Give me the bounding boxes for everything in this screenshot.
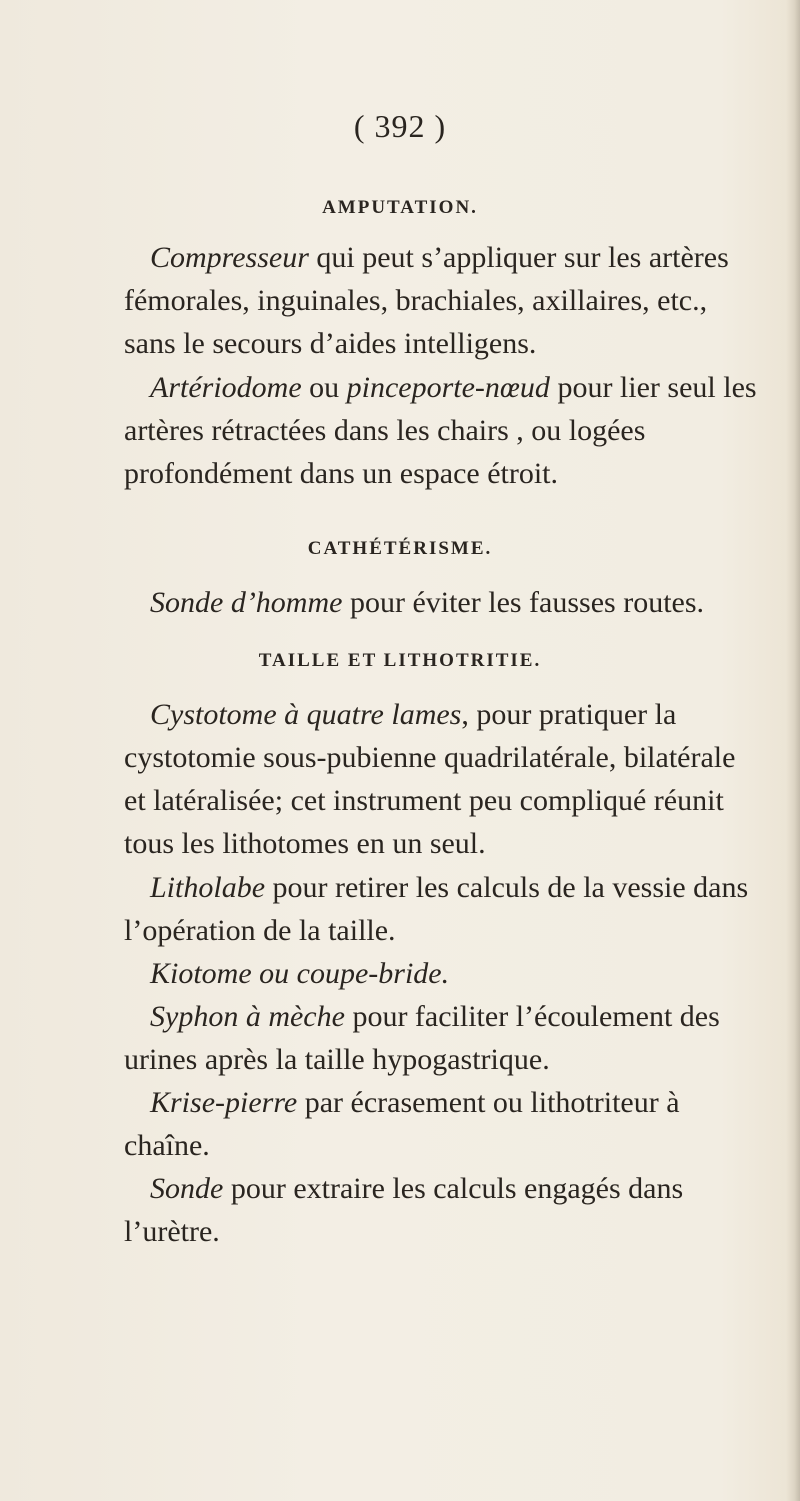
paragraph-syphon bbox=[124, 995, 764, 1081]
term-compresseur: Compresseur bbox=[150, 241, 309, 274]
term-pinceporte-noeud: pinceporte-nœud bbox=[346, 371, 550, 404]
description-krise-pierre: par écrasement ou lithotriteur à chaîne. bbox=[124, 1086, 680, 1162]
term-krise-pierre: Krise-pierre bbox=[150, 1086, 298, 1119]
paragraph-sonde bbox=[124, 1167, 764, 1253]
description-arteriodome: pour lier seul les artères rétractées dans les chairs , ou logées profondément dans un espace étroit. bbox=[124, 371, 757, 490]
description-syphon: pour faciliter l’écoulement des urines après la taille hypogastrique. bbox=[124, 1000, 720, 1076]
paragraph-compresseur bbox=[124, 236, 764, 365]
term-sonde-homme: Sonde d’homme bbox=[150, 586, 343, 619]
heading-amputation: AMPUTATION. bbox=[322, 197, 478, 218]
term-syphon: Syphon à mèche bbox=[150, 1000, 345, 1033]
term-litholabe: Litholabe bbox=[150, 871, 266, 904]
paragraph-kiotome bbox=[124, 952, 764, 995]
description-litholabe: pour retirer les calculs de la vessie dans l’opération de la taille. bbox=[124, 871, 749, 947]
heading-taille-lithotritie: TAILLE ET LITHOTRITIE. bbox=[258, 650, 542, 671]
paragraph-krise-pierre bbox=[124, 1081, 764, 1167]
page-edge-shadow bbox=[786, 0, 800, 1501]
connector-ou: ou bbox=[301, 371, 347, 404]
paragraph-sonde-homme bbox=[124, 581, 764, 624]
description-sonde: pour extraire les calculs engagés dans l’urètre. bbox=[124, 1172, 684, 1248]
term-cystotome: Cystotome à quatre lames bbox=[150, 698, 462, 731]
description-compresseur: qui peut s’appliquer sur les artères fémorales, inguinales, brachiales, axillaires, etc., sans le secours d’aides intelligens. bbox=[124, 241, 729, 360]
term-kiotome: Kiotome ou coupe-bride. bbox=[150, 957, 450, 990]
description-sonde-homme: pour éviter les fausses routes. bbox=[342, 586, 705, 619]
description-cystotome: , pour pratiquer la cystotomie sous-pubienne quadrilatérale, bilatérale et latéralisée; cet instrument peu compliqué réunit tous les lithotomes en un seul. bbox=[124, 698, 736, 860]
term-sonde: Sonde bbox=[150, 1172, 224, 1205]
paragraph-cystotome bbox=[124, 693, 764, 865]
page-number: ( 392 ) bbox=[353, 108, 447, 144]
paragraph-arteriodome bbox=[124, 366, 764, 495]
heading-catheterisme: CATHÉTÉRISME. bbox=[307, 538, 493, 559]
term-arteriodome: Artériodome bbox=[150, 371, 302, 404]
paragraph-litholabe bbox=[124, 866, 764, 952]
